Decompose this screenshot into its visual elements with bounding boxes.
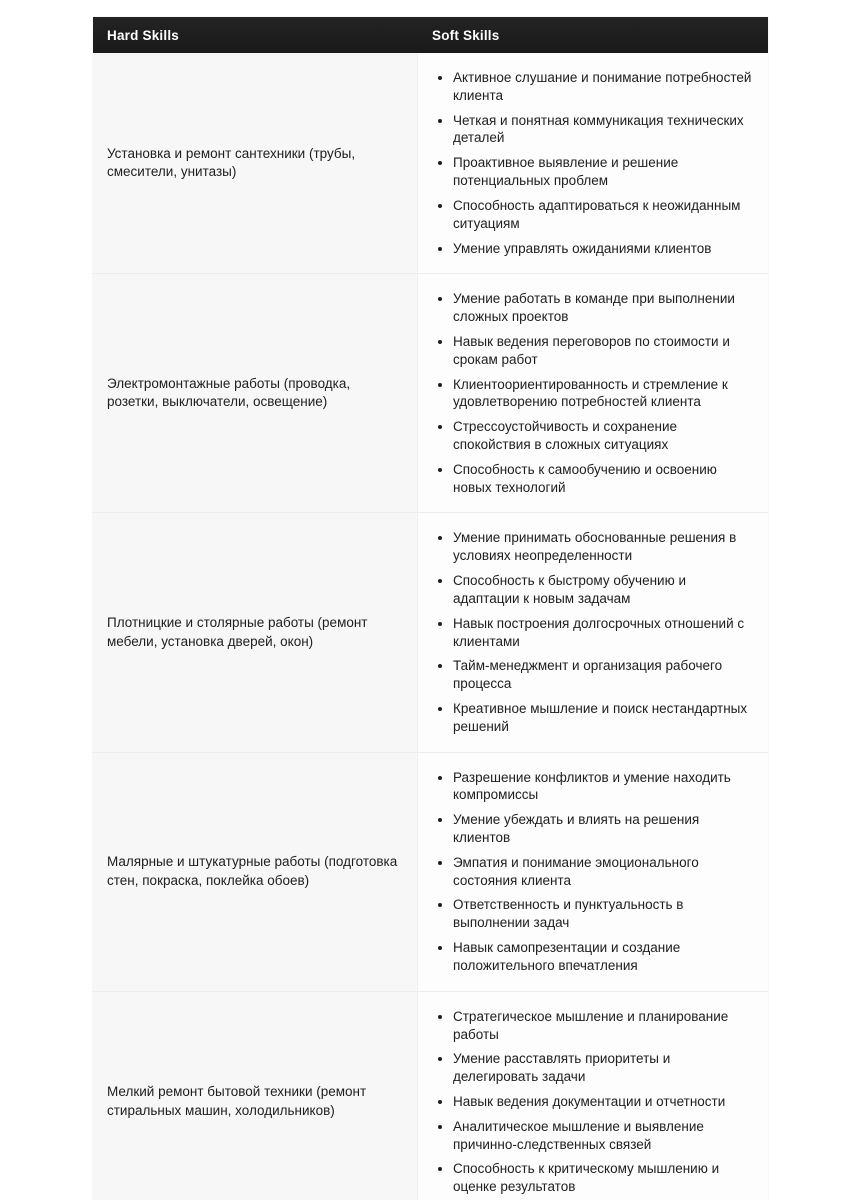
soft-skill-item: • Навык построения долгосрочных отношений с клиентами bbox=[453, 615, 752, 651]
hard-skill-cell bbox=[93, 53, 418, 273]
soft-skill-item: • Разрешение конфликтов и умение находить компромиссы bbox=[453, 769, 752, 805]
soft-skills-cell bbox=[418, 992, 768, 1200]
table-row bbox=[93, 274, 768, 513]
hard-skill-text: Электромонтажные работы (проводка, розетки, выключатели, освещение) bbox=[107, 375, 351, 410]
soft-skill-item: • Тайм-менеджмент и организация рабочего процесса bbox=[453, 657, 752, 693]
soft-skill-item: • Умение расставлять приоритеты и делегировать задачи bbox=[453, 1050, 752, 1086]
hard-skill-cell bbox=[93, 513, 418, 751]
soft-skill-item: • Аналитическое мышление и выявление причинно-следственных связей bbox=[453, 1118, 752, 1154]
hard-skill-cell bbox=[93, 274, 418, 512]
hard-skill-text: Мелкий ремонт бытовой техники (ремонт стиральных машин, холодильников) bbox=[107, 1084, 367, 1118]
soft-skill-item: • Способность к самообучению и освоению новых технологий bbox=[453, 461, 752, 497]
hard-skill-text: Малярные и штукатурные работы (подготовка стен, покраска, поклейка обоев) bbox=[107, 854, 398, 888]
table-row bbox=[93, 513, 768, 752]
soft-skill-item: • Навык самопрезентации и создание положительного впечатления bbox=[453, 939, 752, 975]
soft-skill-item: • Эмпатия и понимание эмоционального состояния клиента bbox=[453, 854, 752, 890]
soft-skill-item: • Четкая и понятная коммуникация технических деталей bbox=[453, 112, 752, 148]
soft-skill-item: • Умение принимать обоснованные решения в условиях неопределенности bbox=[453, 529, 752, 565]
table-body bbox=[93, 53, 768, 1200]
soft-skill-item: • Навык ведения документации и отчетности bbox=[453, 1093, 752, 1111]
hard-skill-text: Установка и ремонт сантехники (трубы, смесители, унитазы) bbox=[107, 145, 356, 180]
soft-skill-item: • Умение работать в команде при выполнении сложных проектов bbox=[453, 290, 752, 326]
soft-skills-list bbox=[432, 69, 752, 257]
soft-skill-item: • Активное слушание и понимание потребностей клиента bbox=[453, 69, 752, 105]
soft-skill-item: • Способность к быстрому обучению и адаптации к новым задачам bbox=[453, 572, 752, 608]
soft-skill-item: • Навык ведения переговоров по стоимости и срокам работ bbox=[453, 333, 752, 369]
soft-skills-list bbox=[432, 529, 752, 735]
table-header-row bbox=[93, 17, 768, 53]
hard-skill-cell bbox=[93, 992, 418, 1200]
skills-table bbox=[93, 17, 768, 1200]
soft-skill-item: • Способность к критическому мышлению и оценке результатов bbox=[453, 1160, 752, 1196]
hard-skill-cell bbox=[93, 753, 418, 991]
soft-skills-cell bbox=[418, 274, 768, 512]
soft-skill-item: • Стратегическое мышление и планирование работы bbox=[453, 1008, 752, 1044]
soft-skills-list bbox=[432, 290, 752, 496]
hard-skill-text: Плотницкие и столярные работы (ремонт мебели, установка дверей, окон) bbox=[107, 614, 368, 649]
soft-skills-list bbox=[432, 1008, 752, 1196]
table-row bbox=[93, 753, 768, 992]
soft-skill-item: • Умение управлять ожиданиями клиентов bbox=[453, 240, 752, 258]
soft-skills-cell bbox=[418, 513, 768, 751]
soft-skills-list bbox=[432, 769, 752, 975]
soft-skill-item: • Проактивное выявление и решение потенциальных проблем bbox=[453, 154, 752, 190]
soft-skill-item: • Умение убеждать и влиять на решения клиентов bbox=[453, 811, 752, 847]
soft-skill-item: • Клиентоориентированность и стремление к удовлетворению потребностей клиента bbox=[453, 376, 752, 412]
table-row bbox=[93, 53, 768, 274]
soft-skills-cell bbox=[418, 53, 768, 273]
soft-skill-item: • Стрессоустойчивость и сохранение спокойствия в сложных ситуациях bbox=[453, 418, 752, 454]
soft-skill-item: • Ответственность и пунктуальность в выполнении задач bbox=[453, 896, 752, 932]
soft-skill-item: • Креативное мышление и поиск нестандартных решений bbox=[453, 700, 752, 736]
soft-skill-item: • Способность адаптироваться к неожиданным ситуациям bbox=[453, 197, 752, 233]
soft-skills-cell bbox=[418, 753, 768, 991]
column-header-soft-skills: Soft Skills bbox=[432, 28, 500, 43]
column-header-hard-skills: Hard Skills bbox=[107, 28, 179, 43]
table-row bbox=[93, 992, 768, 1200]
